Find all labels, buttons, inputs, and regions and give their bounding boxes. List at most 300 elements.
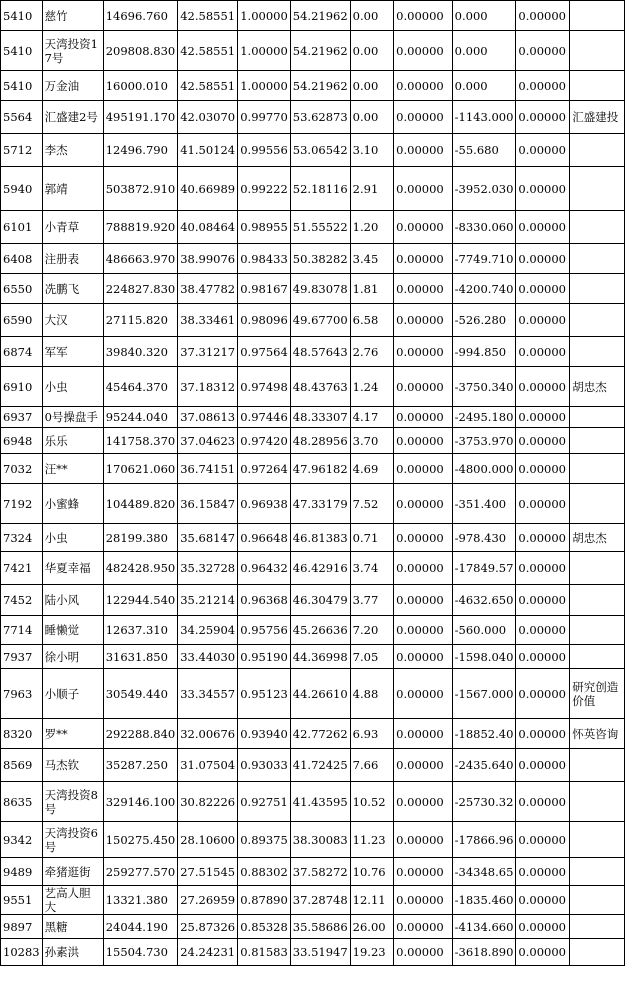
cell-value-6: 0.00000 [394,645,452,669]
cell-value-8: 0.00000 [516,484,570,524]
table-row [1,428,625,454]
cell-value-6: 0.00000 [394,101,452,134]
cell-note [570,134,625,167]
cell-value-8: 0.00000 [516,211,570,244]
cell-value-1: 45464.370 [103,367,178,407]
cell-value-4: 41.43595 [290,782,350,822]
cell-value-5: 7.66 [350,749,394,782]
cell-rank: 7452 [1,585,43,616]
cell-value-3: 0.95123 [238,669,291,719]
cell-value-6: 0.00000 [394,524,452,552]
cell-rank: 9489 [1,858,43,886]
cell-value-3: 0.95756 [238,616,291,645]
cell-rank: 10283 [1,939,43,966]
cell-value-7: 0.000 [452,1,516,31]
cell-rank: 7324 [1,524,43,552]
cell-rank: 6550 [1,274,43,304]
cell-value-8: 0.00000 [516,1,570,31]
cell-value-4: 54.21962 [290,31,350,71]
cell-value-7: -17866.96 [452,822,516,858]
cell-value-1: 292288.840 [103,719,178,749]
cell-value-8: 0.00000 [516,669,570,719]
cell-value-4: 42.77262 [290,719,350,749]
cell-value-3: 1.00000 [238,31,291,71]
cell-rank: 7963 [1,669,43,719]
cell-value-3: 0.99222 [238,167,291,211]
cell-rank: 5410 [1,71,43,101]
cell-rank: 6408 [1,244,43,274]
cell-value-8: 0.00000 [516,167,570,211]
cell-value-5: 7.05 [350,645,394,669]
cell-rank: 6910 [1,367,43,407]
cell-note [570,645,625,669]
cell-value-7: -3750.340 [452,367,516,407]
cell-name: 注册表 [42,244,103,274]
cell-value-4: 53.06542 [290,134,350,167]
cell-name: 郭靖 [42,167,103,211]
cell-value-1: 495191.170 [103,101,178,134]
cell-name: 天湾投资8号 [42,782,103,822]
table-row [1,749,625,782]
cell-value-1: 12637.310 [103,616,178,645]
cell-note [570,454,625,484]
cell-value-7: -34348.65 [452,858,516,886]
cell-note [570,915,625,939]
cell-name: 小青草 [42,211,103,244]
table-row [1,939,625,966]
table-row [1,167,625,211]
cell-value-6: 0.00000 [394,822,452,858]
cell-value-2: 37.31217 [178,337,238,367]
cell-rank: 7714 [1,616,43,645]
cell-value-6: 0.00000 [394,484,452,524]
cell-rank: 8569 [1,749,43,782]
cell-value-5: 0.00 [350,101,394,134]
cell-value-5: 2.91 [350,167,394,211]
cell-value-4: 46.42916 [290,552,350,585]
cell-value-3: 0.96368 [238,585,291,616]
cell-value-1: 209808.830 [103,31,178,71]
cell-value-5: 4.69 [350,454,394,484]
cell-value-4: 50.38282 [290,244,350,274]
cell-value-5: 7.52 [350,484,394,524]
cell-note [570,71,625,101]
cell-value-3: 0.87890 [238,886,291,915]
cell-value-8: 0.00000 [516,407,570,428]
cell-value-5: 6.93 [350,719,394,749]
cell-value-5: 1.81 [350,274,394,304]
cell-note: 怀英咨询 [570,719,625,749]
cell-value-3: 0.93940 [238,719,291,749]
cell-value-8: 0.00000 [516,719,570,749]
cell-value-7: -2495.180 [452,407,516,428]
cell-value-2: 31.07504 [178,749,238,782]
cell-value-3: 0.98167 [238,274,291,304]
cell-note [570,304,625,337]
cell-note [570,1,625,31]
table-row [1,134,625,167]
table-row [1,886,625,915]
cell-value-6: 0.00000 [394,454,452,484]
cell-value-7: -978.430 [452,524,516,552]
cell-rank: 6590 [1,304,43,337]
cell-value-6: 0.00000 [394,939,452,966]
cell-value-5: 1.24 [350,367,394,407]
cell-value-5: 7.20 [350,616,394,645]
cell-value-3: 0.98433 [238,244,291,274]
cell-rank: 6101 [1,211,43,244]
cell-value-8: 0.00000 [516,454,570,484]
cell-value-4: 44.26610 [290,669,350,719]
cell-value-3: 0.92751 [238,782,291,822]
table-row [1,669,625,719]
cell-value-7: -8330.060 [452,211,516,244]
cell-value-1: 12496.790 [103,134,178,167]
cell-note [570,337,625,367]
cell-value-3: 0.93033 [238,749,291,782]
cell-rank: 5940 [1,167,43,211]
cell-value-1: 39840.320 [103,337,178,367]
cell-note [570,749,625,782]
cell-value-8: 0.00000 [516,552,570,585]
cell-value-2: 37.04623 [178,428,238,454]
table-row [1,454,625,484]
cell-value-4: 38.30083 [290,822,350,858]
table-row [1,407,625,428]
cell-name: 小顺子 [42,669,103,719]
cell-note [570,211,625,244]
cell-value-2: 33.34557 [178,669,238,719]
cell-name: 慈竹 [42,1,103,31]
cell-name: 天湾投资6号 [42,822,103,858]
cell-value-4: 51.55522 [290,211,350,244]
cell-value-7: -526.280 [452,304,516,337]
cell-value-8: 0.00000 [516,304,570,337]
cell-value-1: 13321.380 [103,886,178,915]
cell-value-4: 52.18116 [290,167,350,211]
cell-rank: 7421 [1,552,43,585]
cell-note: 汇盛建投 [570,101,625,134]
cell-rank: 5410 [1,1,43,31]
cell-value-1: 486663.970 [103,244,178,274]
table-row [1,304,625,337]
cell-value-6: 0.00000 [394,211,452,244]
cell-value-5: 1.20 [350,211,394,244]
cell-value-4: 46.30479 [290,585,350,616]
cell-value-7: -4632.650 [452,585,516,616]
cell-name: 牵猪逛街 [42,858,103,886]
cell-name: 大汉 [42,304,103,337]
cell-name: 黑糖 [42,915,103,939]
cell-value-6: 0.00000 [394,167,452,211]
table-row [1,915,625,939]
cell-name: 天湾投资17号 [42,31,103,71]
cell-value-8: 0.00000 [516,31,570,71]
cell-rank: 5410 [1,31,43,71]
cell-value-8: 0.00000 [516,749,570,782]
cell-name: 汪** [42,454,103,484]
cell-value-1: 31631.850 [103,645,178,669]
cell-name: 罗** [42,719,103,749]
cell-value-4: 37.28748 [290,886,350,915]
cell-value-1: 122944.540 [103,585,178,616]
cell-value-4: 54.21962 [290,71,350,101]
cell-value-5: 11.23 [350,822,394,858]
cell-note [570,782,625,822]
cell-note: 胡忠杰 [570,367,625,407]
cell-name: 0号操盘手 [42,407,103,428]
table-row [1,31,625,71]
cell-name: 小蜜蜂 [42,484,103,524]
cell-value-8: 0.00000 [516,858,570,886]
cell-note [570,167,625,211]
cell-value-4: 48.28956 [290,428,350,454]
cell-value-5: 0.71 [350,524,394,552]
cell-value-4: 45.26636 [290,616,350,645]
cell-note: 研究创造价值 [570,669,625,719]
cell-value-5: 19.23 [350,939,394,966]
cell-name: 徐小明 [42,645,103,669]
cell-value-3: 0.96648 [238,524,291,552]
cell-value-6: 0.00000 [394,552,452,585]
cell-value-2: 42.58551 [178,1,238,31]
cell-value-2: 38.99076 [178,244,238,274]
cell-value-1: 259277.570 [103,858,178,886]
cell-value-2: 38.47782 [178,274,238,304]
table-row [1,244,625,274]
cell-value-1: 24044.190 [103,915,178,939]
cell-value-3: 0.97564 [238,337,291,367]
cell-value-2: 27.26959 [178,886,238,915]
cell-value-5: 10.52 [350,782,394,822]
cell-value-1: 224827.830 [103,274,178,304]
cell-value-4: 47.96182 [290,454,350,484]
cell-value-2: 38.33461 [178,304,238,337]
cell-value-2: 27.51545 [178,858,238,886]
cell-value-4: 53.62873 [290,101,350,134]
cell-name: 汇盛建2号 [42,101,103,134]
cell-value-7: -351.400 [452,484,516,524]
cell-value-2: 24.24231 [178,939,238,966]
cell-value-1: 329146.100 [103,782,178,822]
cell-rank: 7192 [1,484,43,524]
cell-rank: 9342 [1,822,43,858]
cell-value-5: 26.00 [350,915,394,939]
table-row [1,719,625,749]
cell-value-3: 0.88302 [238,858,291,886]
cell-name: 陆小风 [42,585,103,616]
cell-value-7: -25730.32 [452,782,516,822]
cell-value-5: 2.76 [350,337,394,367]
cell-value-6: 0.00000 [394,669,452,719]
cell-value-3: 0.99556 [238,134,291,167]
cell-value-3: 0.81583 [238,939,291,966]
cell-value-1: 35287.250 [103,749,178,782]
cell-value-6: 0.00000 [394,428,452,454]
cell-value-3: 0.97264 [238,454,291,484]
cell-rank: 7937 [1,645,43,669]
cell-value-3: 0.98955 [238,211,291,244]
cell-note [570,428,625,454]
cell-value-7: -560.000 [452,616,516,645]
cell-name: 艺高人胆大 [42,886,103,915]
cell-value-4: 49.67700 [290,304,350,337]
cell-value-8: 0.00000 [516,101,570,134]
cell-rank: 7032 [1,454,43,484]
cell-value-2: 42.03070 [178,101,238,134]
cell-note [570,616,625,645]
cell-value-2: 32.00676 [178,719,238,749]
cell-name: 小虫 [42,367,103,407]
cell-value-8: 0.00000 [516,915,570,939]
cell-value-8: 0.00000 [516,645,570,669]
cell-name: 孙素洪 [42,939,103,966]
cell-value-2: 34.25904 [178,616,238,645]
cell-value-8: 0.00000 [516,822,570,858]
cell-value-1: 30549.440 [103,669,178,719]
cell-value-7: 0.000 [452,71,516,101]
cell-value-8: 0.00000 [516,886,570,915]
cell-rank: 9551 [1,886,43,915]
cell-value-1: 14696.760 [103,1,178,31]
cell-value-3: 0.99770 [238,101,291,134]
cell-value-2: 42.58551 [178,71,238,101]
cell-rank: 9897 [1,915,43,939]
cell-value-2: 37.08613 [178,407,238,428]
cell-value-7: -3753.970 [452,428,516,454]
cell-value-3: 0.97420 [238,428,291,454]
cell-value-1: 15504.730 [103,939,178,966]
cell-value-5: 4.88 [350,669,394,719]
cell-note [570,939,625,966]
table-row [1,367,625,407]
cell-value-6: 0.00000 [394,407,452,428]
cell-rank: 5712 [1,134,43,167]
cell-value-2: 37.18312 [178,367,238,407]
cell-value-5: 0.00 [350,31,394,71]
cell-value-1: 482428.950 [103,552,178,585]
table-row [1,782,625,822]
cell-value-3: 0.96938 [238,484,291,524]
cell-value-6: 0.00000 [394,585,452,616]
cell-rank: 8320 [1,719,43,749]
cell-value-2: 36.74151 [178,454,238,484]
cell-value-5: 12.11 [350,886,394,915]
cell-value-2: 33.44030 [178,645,238,669]
table-row [1,274,625,304]
cell-value-6: 0.00000 [394,274,452,304]
table-row [1,645,625,669]
cell-value-8: 0.00000 [516,337,570,367]
cell-value-7: -4134.660 [452,915,516,939]
cell-value-6: 0.00000 [394,616,452,645]
cell-value-2: 30.82226 [178,782,238,822]
cell-name: 睡懒觉 [42,616,103,645]
table-row [1,211,625,244]
cell-value-8: 0.00000 [516,616,570,645]
cell-value-5: 3.77 [350,585,394,616]
cell-value-2: 35.68147 [178,524,238,552]
cell-value-7: 0.000 [452,31,516,71]
cell-value-8: 0.00000 [516,939,570,966]
cell-value-3: 0.89375 [238,822,291,858]
cell-value-7: -3952.030 [452,167,516,211]
cell-value-2: 25.87326 [178,915,238,939]
cell-name: 李杰 [42,134,103,167]
cell-value-6: 0.00000 [394,858,452,886]
cell-value-6: 0.00000 [394,337,452,367]
cell-value-5: 0.00 [350,71,394,101]
cell-value-3: 0.96432 [238,552,291,585]
cell-rank: 6937 [1,407,43,428]
table-row [1,484,625,524]
cell-value-6: 0.00000 [394,304,452,337]
table-row [1,552,625,585]
cell-value-5: 4.17 [350,407,394,428]
cell-rank: 8635 [1,782,43,822]
cell-value-4: 46.81383 [290,524,350,552]
cell-value-7: -4200.740 [452,274,516,304]
cell-note [570,244,625,274]
cell-name: 马杰钦 [42,749,103,782]
table-row [1,524,625,552]
cell-value-2: 42.58551 [178,31,238,71]
cell-value-1: 150275.450 [103,822,178,858]
table-row [1,337,625,367]
cell-value-3: 0.98096 [238,304,291,337]
cell-value-4: 49.83078 [290,274,350,304]
cell-value-7: -3618.890 [452,939,516,966]
cell-value-1: 27115.820 [103,304,178,337]
table-row [1,616,625,645]
cell-note [570,585,625,616]
cell-value-1: 28199.380 [103,524,178,552]
cell-note [570,407,625,428]
cell-note [570,822,625,858]
cell-name: 华夏幸福 [42,552,103,585]
table-row [1,822,625,858]
cell-value-6: 0.00000 [394,134,452,167]
cell-value-8: 0.00000 [516,524,570,552]
cell-name: 军军 [42,337,103,367]
cell-note [570,274,625,304]
cell-name: 冼鹏飞 [42,274,103,304]
cell-value-5: 3.70 [350,428,394,454]
cell-value-1: 141758.370 [103,428,178,454]
cell-value-7: -1143.000 [452,101,516,134]
cell-value-7: -994.850 [452,337,516,367]
cell-value-1: 503872.910 [103,167,178,211]
cell-value-4: 47.33179 [290,484,350,524]
cell-value-8: 0.00000 [516,782,570,822]
cell-value-8: 0.00000 [516,244,570,274]
cell-value-8: 0.00000 [516,585,570,616]
cell-value-4: 44.36998 [290,645,350,669]
cell-value-7: -4800.000 [452,454,516,484]
cell-value-3: 1.00000 [238,71,291,101]
cell-value-8: 0.00000 [516,71,570,101]
cell-value-1: 104489.820 [103,484,178,524]
cell-value-4: 41.72425 [290,749,350,782]
cell-value-2: 35.32728 [178,552,238,585]
cell-value-4: 37.58272 [290,858,350,886]
cell-value-8: 0.00000 [516,428,570,454]
cell-value-7: -55.680 [452,134,516,167]
cell-value-4: 35.58686 [290,915,350,939]
cell-value-4: 54.21962 [290,1,350,31]
cell-value-6: 0.00000 [394,71,452,101]
table-row [1,101,625,134]
